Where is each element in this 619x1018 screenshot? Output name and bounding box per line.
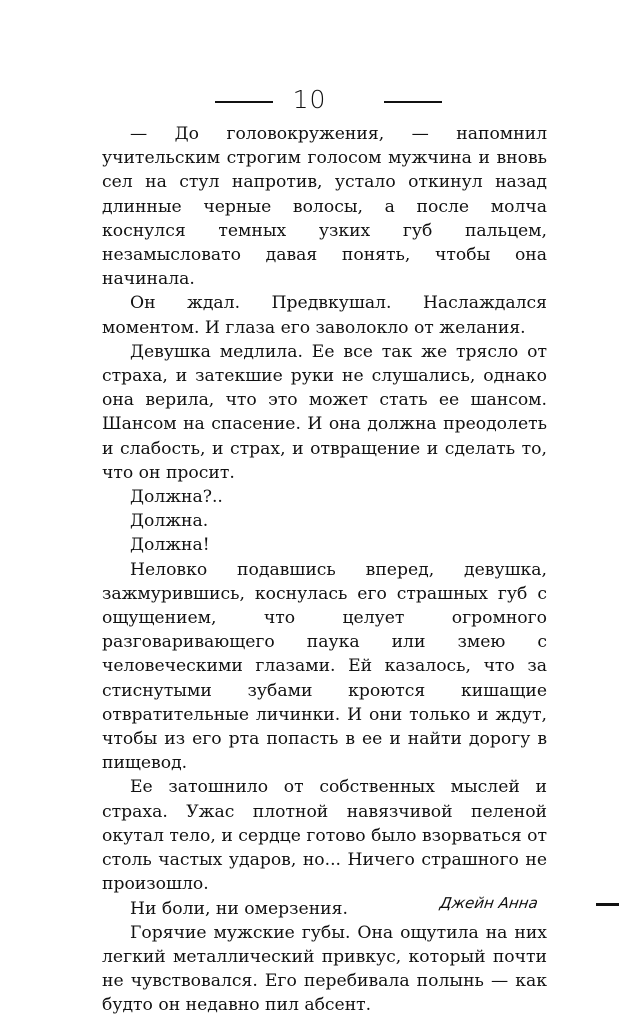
header-rule-right bbox=[384, 101, 442, 103]
author-name: Джейн Анна bbox=[438, 894, 540, 912]
footer-rule bbox=[596, 903, 619, 906]
page-footer bbox=[0, 890, 619, 920]
paragraph: Неловко подавшись вперед, девушка, зажмурившись, коснулась его страшных губ с ощущением, что целует огромного разговаривающего паука или змею с человеческими глазами. Ей казалось, что за стиснутыми зубами кроются кишащие отвратительные личинки. И они только и ждут, чтобы из его рта попасть в ее и найти дорогу в пищевод. bbox=[102, 559, 547, 774]
paragraph: Он ждал. Предвкушал. Наслаждался моментом. И глаза его заволокло от желания. bbox=[102, 293, 547, 338]
paragraph: Ни боли, ни омерзения. bbox=[130, 898, 348, 919]
page-header bbox=[0, 84, 619, 116]
paragraph: Горячие мужские губы. Она ощутила на них легкий металлический привкус, который почти не чувствовался. Его перебивала полынь — как будто он недавно пил абсент. bbox=[102, 922, 547, 1016]
chapter-text bbox=[102, 122, 547, 1018]
paragraph: Должна?.. bbox=[130, 487, 223, 508]
paragraph: — До головокружения, — напомнил учительским строгим голосом мужчина и вновь сел на стул напротив, устало откинул назад длинные черные волосы, а после молча коснулся темных узких губ пальцем, незамысловато давая понять, чтобы она начинала. bbox=[102, 124, 547, 290]
paragraph: Ее затошнило от собственных мыслей и страха. Ужас плотной навязчивой пеленой окутал тело, и сердце готово было взорваться от столь частых ударов, но... Ничего страшного не произошло. bbox=[102, 777, 547, 895]
paragraph: Должна. bbox=[130, 511, 209, 532]
page-number: 10 bbox=[292, 85, 327, 114]
paragraph: Должна! bbox=[130, 535, 210, 556]
paragraph: Девушка медлила. Ее все так же трясло от страха, и затекшие руки не слушались, однако она верила, что это может стать ее шансом. Шансом на спасение. И она должна преодолеть и слабость, и страх, и отвращение и сделать то, что он просит. bbox=[102, 341, 547, 483]
